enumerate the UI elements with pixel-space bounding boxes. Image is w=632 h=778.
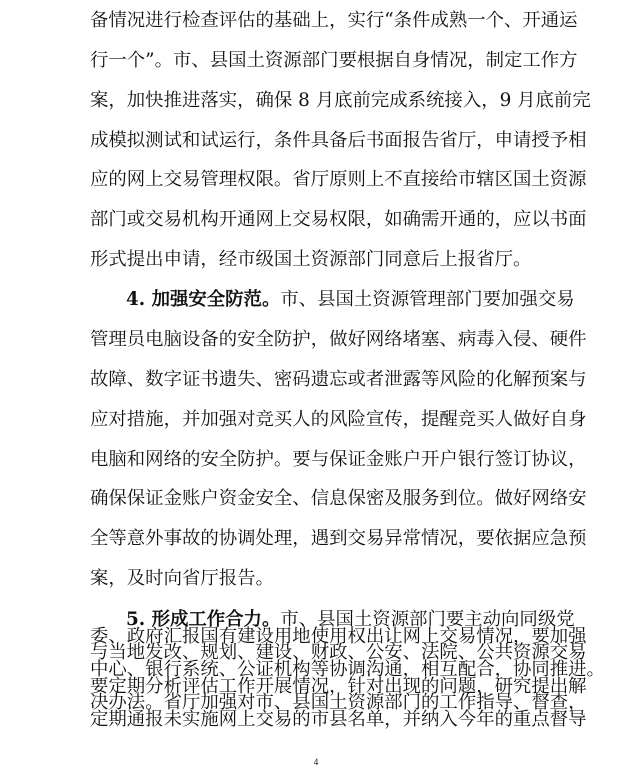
paragraph-line: 电脑和网络的安全防护。要与保证金账户开户银行签订协议，: [90, 449, 587, 470]
page-number: 4: [313, 757, 319, 767]
paragraph-line: 备情况进行检查评估的基础上，实行“条件成熟一个、开通运: [90, 10, 578, 31]
paragraph-line: 案，及时向省厅报告。: [90, 568, 274, 589]
paragraph-line: 案，加快推进落实，确保 8 月底前完成系统接入，9 月底前完: [90, 90, 591, 111]
section-4-first-line-text: 市、县国土资源管理部门要加强交易: [280, 289, 575, 310]
section-4-first-line: [126, 288, 575, 312]
section-5-first-line-text: 市、县国土资源部门要主动向同级党: [280, 609, 575, 630]
paragraph-line: 要定期分析评估工作开展情况，针对出现的问题，研究提出解: [90, 676, 587, 697]
paragraph-line: 定期通报未实施网上交易的市县名单，并纳入今年的重点督导: [90, 709, 587, 730]
paragraph-line: 应的网上交易管理权限。省厅原则上不直接给市辖区国土资源: [90, 169, 587, 190]
paragraph-line: 故障、数字证书遗失、密码遗忘或者泄露等风险的化解预案与: [90, 369, 587, 390]
paragraph-line: 委、政府汇报国有建设用地使用权出让网上交易情况，要加强: [90, 626, 587, 647]
paragraph-line: 与当地发改、规划、建设、财政、公安、法院、公共资源交易: [90, 642, 587, 663]
paragraph-line: 部门或交易机构开通网上交易权限，如确需开通的，应以书面: [90, 209, 587, 230]
section-5-heading: 5. 形成工作合力。: [126, 609, 281, 630]
paragraph-line: 决办法。省厅加强对市、县国土资源部门的工作指导、督查，: [90, 692, 587, 713]
paragraph-line: 成模拟测试和试运行，条件具备后书面报告省厅，申请授予相: [90, 130, 587, 151]
paragraph-line: 中心、银行系统、公证机构等协调沟通，相互配合，协同推进。: [90, 659, 605, 680]
paragraph-line: 管理员电脑设备的安全防护，做好网络堵塞、病毒入侵、硬件: [90, 329, 587, 350]
paragraph-line: 形式提出申请，经市级国土资源部门同意后上报省厅。: [90, 249, 532, 270]
paragraph-line: 全等意外事故的协调处理，遇到交易异常情况，要依据应急预: [90, 528, 587, 549]
paragraph-line: 应对措施，并加强对竞买人的风险宣传，提醒竞买人做好自身: [90, 409, 587, 430]
paragraph-line: 确保保证金账户资金安全、信息保密及服务到位。做好网络安: [90, 488, 587, 509]
section-4-heading: 4. 加强安全防范。: [126, 289, 281, 310]
paragraph-line: 行一个”。市、县国土资源部门要根据自身情况，制定工作方: [90, 50, 578, 71]
